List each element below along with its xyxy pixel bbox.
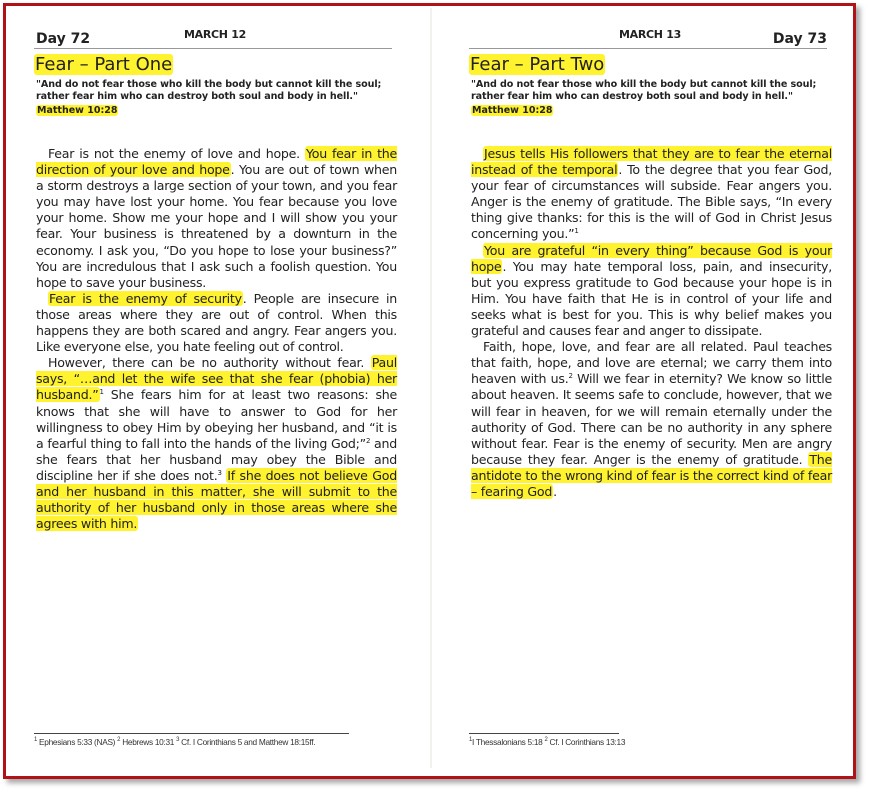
left-page: [34, 0, 414, 770]
highlighted-text: Fear is the enemy of security: [49, 290, 242, 306]
footnote-text: Cf. I Corinthians 5 and Matthew 18:15ff.: [179, 737, 316, 747]
footnote-marker: 3: [217, 468, 222, 477]
footnotes: [469, 737, 625, 747]
footnote-text: I Thessalonians 5:18: [472, 737, 545, 747]
day-number: Day 72: [36, 31, 91, 47]
text-run: . People are insecure in those areas where they are out of control. When this happens they are both scared and angry. Fear angers you. Like everyone else, you hate feeling out of control.: [36, 290, 397, 355]
footnote-rule: [34, 733, 349, 734]
footnote-number: 1: [469, 737, 473, 744]
footnote-number: 3: [176, 737, 180, 744]
text-run: .: [553, 483, 557, 499]
page-date: MARCH 12: [184, 28, 246, 41]
footnote-text: Ephesians 5:33 (NAS): [37, 737, 118, 747]
highlighted-text: You are grateful “in every thing” because God is your hope: [471, 242, 832, 274]
highlighted-text: Paul says, “…and let the wife see that she fear (phobia) her husband.”: [36, 355, 397, 403]
reference-highlight: Matthew 10:28: [37, 105, 118, 116]
highlighted-text: The antidote to the wrong kind of fear is the correct kind of fear – fearing God: [471, 451, 832, 499]
page-header: [469, 28, 827, 49]
text-run: . To the degree that you fear God, your fear of circumstances will subside. Fear angers you. Anger is the enemy of gratitude. The Bible says, “In every thing give thanks: for this is the will of God in Christ Jesus concerning you.”: [471, 162, 832, 242]
book-spine: [430, 8, 432, 768]
page-title: [469, 54, 605, 75]
title-highlight: Fear – Part One: [35, 54, 173, 75]
title-highlight: Fear – Part Two: [470, 54, 605, 75]
text-run: . You may hate temporal loss, pain, and insecurity, but you express gratitude to God because your hope is in Him. You have faith that He is in control of your life and seeks what is best for you. This is why belief makes you grateful and causes fear and anger to dissipate.: [471, 258, 832, 339]
page-title: [34, 54, 173, 75]
page-header: [34, 28, 392, 49]
paragraph: [36, 291, 397, 355]
footnote-rule: [469, 733, 619, 734]
highlighted-text: You fear in the direction of your love and hope: [36, 146, 397, 178]
footnote-number: 2: [544, 737, 548, 744]
paragraph: [36, 146, 397, 291]
footnotes: [34, 737, 315, 747]
text-run: However, there can be no authority without fear.: [48, 355, 371, 371]
footnote-marker: 1: [99, 388, 104, 397]
body-text: [471, 146, 832, 500]
text-run: and she fears that her husband may obey the Bible and discipline her if she does not.: [36, 435, 397, 483]
footnote-number: 2: [117, 737, 121, 744]
footnote-marker: 2: [568, 372, 573, 381]
highlighted-text: Jesus tells His followers that they are to fear the eternal instead of the temporal: [471, 146, 832, 178]
text-run: Faith, hope, love, and fear are all related. Paul teaches that faith, hope, and love are eternal; we carry them into heaven with us.: [471, 339, 832, 387]
verse-reference: [471, 105, 553, 116]
text-run: . You are out of town when a storm destroys a large section of your town, and you fear you may have lost your home. You fear because you love your home. Show me your hope and I will show you your fear. Your business is threatened by a downturn in the economy. I ask you, “Do you hope to lose your business?” You are incredulous that I ask such a foolish question. You hope to save your business.: [36, 162, 397, 290]
scripture-verse: "And do not fear those who kill the body but cannot kill the soul; rather fear him who can destroy both soul and body in hell.": [36, 79, 382, 102]
text-run: Fear is not the enemy of love and hope.: [48, 146, 305, 161]
day-number: Day 73: [772, 31, 827, 47]
page-date: MARCH 13: [619, 28, 681, 41]
verse-reference: [36, 105, 118, 116]
paragraph: [36, 355, 397, 532]
footnote-text: Cf. I Corinthians 13:13: [547, 737, 626, 747]
text-run: She fears him for at least two reasons: she knows that she will have to answer to God for her willingness to obey Him by obeying her husband, and “it is a fearful thing to fall into the hands of the living God;”: [36, 387, 397, 451]
paragraph: [471, 146, 832, 243]
paragraph: [471, 243, 832, 340]
footnote-number: 1: [34, 737, 38, 744]
reference-highlight: Matthew 10:28: [472, 105, 553, 116]
footnote-text: Hebrews 10:31: [120, 737, 177, 747]
scripture-verse: "And do not fear those who kill the body but cannot kill the soul; rather fear him who can destroy both soul and body in hell.": [471, 79, 817, 102]
right-page: [469, 0, 849, 770]
text-run: Will we fear in eternity? We know so little about heaven. It seems safe to conclude, however, that we will fear in heaven, for we will remain eternally under the authority of God. There can be no authority in any sphere without fear. Fear is the enemy of security. Men are angry because they fear. Anger is the enemy of gratitude.: [471, 371, 832, 467]
footnote-marker: 1: [574, 227, 579, 236]
paragraph: [471, 339, 832, 500]
footnote-marker: 2: [365, 436, 371, 445]
highlighted-text: If she does not believe God and her husband in this matter, she will submit to the authority of her husband only in those areas where she agrees with him.: [36, 467, 397, 532]
body-text: [36, 146, 397, 532]
